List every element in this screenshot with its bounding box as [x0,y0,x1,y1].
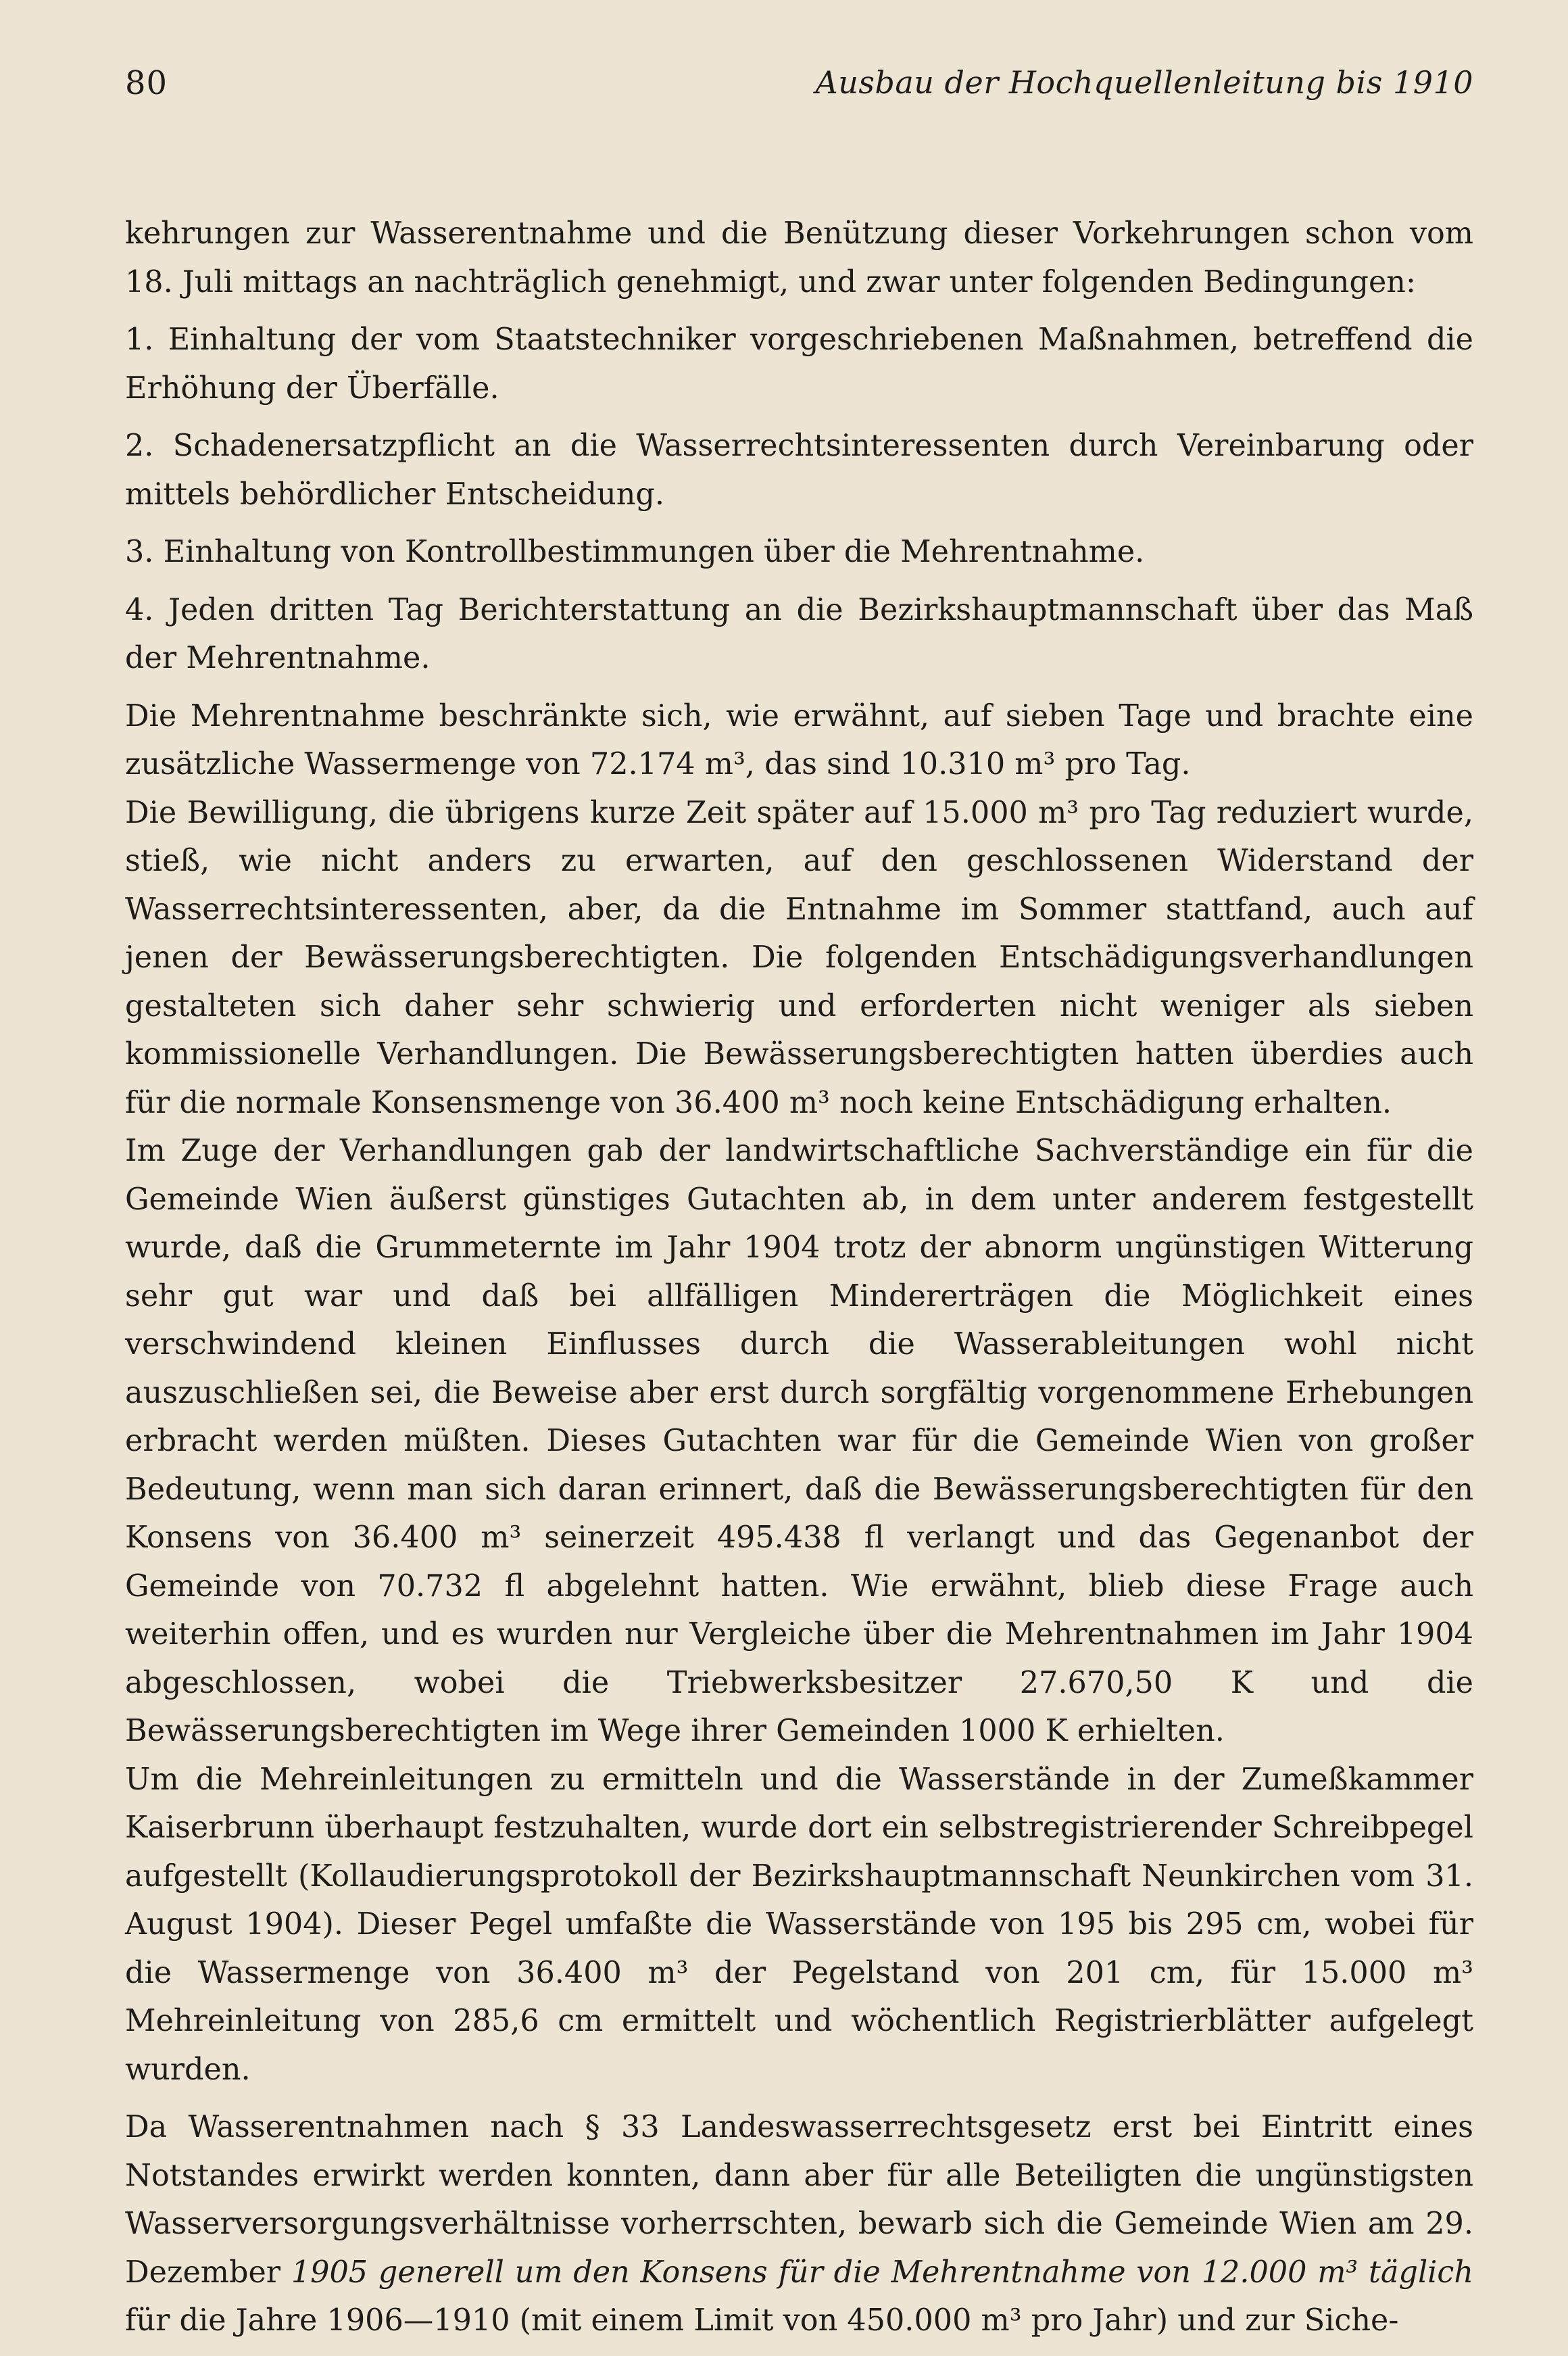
condition-item: 4. Jeden dritten Tag Berichterstattung an die Bezirkshauptmannschaft über das Maß der Mehrentnahme. [125,592,1473,675]
paragraph-last [125,2103,1473,2345]
paragraph: Im Zuge der Verhandlungen gab der landwirtschaftliche Sachverständige ein für die Gemeinde Wien äußerst günstiges Gutachten ab, in dem unter anderem festgestellt wurde, daß die Grummeternte im Jahr 1904 trotz der abnorm ungünstigen Witterung sehr gut war und daß bei allfälligen Mindererträgen die Möglichkeit eines verschwindend kleinen Einflusses durch die Wasserableitungen wohl nicht auszuschließen sei, die Beweise aber erst durch sorgfältig vorgenommene Erhebungen erbracht werden müßten. Dieses Gutachten war für die Gemeinde Wien von großer Bedeutung, wenn man sich daran erinnert, daß die Bewässerungsberechtigten für den Konsens von 36.400 m³ seinerzeit 495.438 fl verlangt und das Gegenanbot der Gemeinde von 70.732 fl abgelehnt hatten. Wie erwähnt, blieb diese Frage auch weiterhin offen, und es wurden nur Vergleiche über die Mehrentnahmen im Jahr 1904 abgeschlossen, wobei die Triebwerksbesitzer 27.670,50 K und die Bewässerungsberechtigten im Wege ihrer Gemeinden 1000 K erhielten. [125,1134,1473,1748]
condition-item: 3. Einhaltung von Kontrollbestimmungen über die Mehrentnahme. [125,535,1145,569]
paragraph: Die Bewilligung, die übrigens kurze Zeit später auf 15.000 m³ pro Tag reduziert wurde, stieß, wie nicht anders zu erwarten, auf den geschlossenen Widerstand der Wasserrechtsinteressenten, aber, da die Entnahme im Sommer stattfand, auch auf jenen der Bewässerungsberechtigten. Die folgenden Entschädigungsverhandlungen gestalteten sich daher sehr schwierig und erforderten nicht weniger als sieben kommissionelle Verhandlungen. Die Bewässerungsberechtigten hatten überdies auch für die normale Konsensmenge von 36.400 m³ noch keine Entschädigung erhalten. [125,795,1473,1120]
running-title: Ausbau der Hochquellenleitung bis 1910 [815,64,1473,101]
page-number: 80 [125,64,168,102]
paragraph: kehrungen zur Wasserentnahme und die Benützung dieser Vorkehrungen schon vom 18. Juli mittags an nachträglich genehmigt, und zwar unter folgenden Bedingungen: [125,216,1473,299]
body-text [125,210,1473,2345]
paragraph: Die Mehrentnahme beschränkte sich, wie erwähnt, auf sieben Tage und brachte eine zusätzliche Wassermenge von 72.174 m³, das sind 10.310 m³ pro Tag. [125,698,1473,782]
condition-item: 2. Schadenersatzpflicht an die Wasserrechtsinteressenten durch Vereinbarung oder mittels behördlicher Entscheidung. [125,429,1473,512]
page-header [125,57,1473,118]
paragraph-text: für die Jahre 1906—1910 (mit einem Limit von 450.000 m³ pro Jahr) und zur Siche- [125,2303,1399,2338]
emphasized-text: 1905 generell um den Konsens für die Mehrentnahme von 12.000 m³ täglich [291,2255,1473,2290]
paragraph-text: Da Wasserentnahmen nach § 33 Landeswasserrechtsgesetz erst bei Eintritt eines Notstandes erwirkt werden konnten, dann aber für alle Beteiligten die ungünstigsten Wasserversorgungsverhältnisse vorherrschten, bewarb sich die Gemeinde Wien am 29. Dezember [125,2110,1473,2290]
condition-item: 1. Einhaltung der vom Staatstechniker vorgeschriebenen Maßnahmen, betreffend die Erhöhung der Überfälle. [125,322,1473,406]
paragraph: Um die Mehreinleitungen zu ermitteln und die Wasserstände in der Zumeßkammer Kaiserbrunn überhaupt festzuhalten, wurde dort ein selbstregistrierender Schreibpegel aufgestellt (Kollaudierungsprotokoll der Bezirkshauptmannschaft Neunkirchen vom 31. August 1904). Dieser Pegel umfaßte die Wasserstände von 195 bis 295 cm, wobei für die Wassermenge von 36.400 m³ der Pegelstand von 201 cm, für 15.000 m³ Mehreinleitung von 285,6 cm ermittelt und wöchentlich Registrierblätter aufgelegt wurden. [125,1762,1473,2087]
